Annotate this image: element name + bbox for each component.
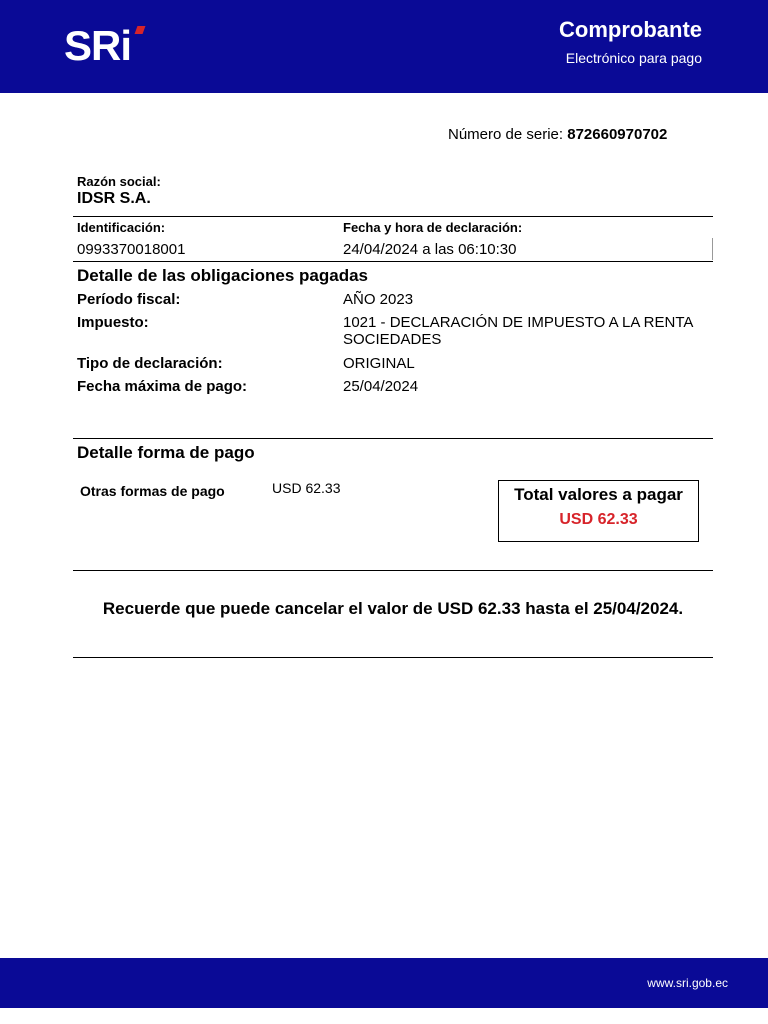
logo-accent-icon: [135, 26, 146, 34]
divider: [73, 216, 713, 217]
razon-social-label: Razón social:: [77, 174, 161, 189]
serial-number: [448, 126, 667, 143]
fecha-declaracion-value: 24/04/2024 a las 06:10:30: [343, 241, 517, 258]
otras-formas-label: Otras formas de pago: [80, 483, 225, 499]
fecha-declaracion-label: Fecha y hora de declaración:: [343, 220, 523, 235]
periodo-fiscal-label: Período fiscal:: [77, 291, 181, 308]
forma-pago-title: Detalle forma de pago: [77, 443, 255, 462]
document-title: Comprobante: [559, 17, 702, 42]
total-label: Total valores a pagar: [514, 485, 683, 504]
identificacion-value: 0993370018001: [77, 241, 186, 258]
razon-social-value: IDSR S.A.: [77, 190, 151, 207]
tipo-declaracion-value: ORIGINAL: [343, 355, 415, 372]
website-link[interactable]: www.sri.gob.ec: [647, 976, 728, 990]
impuesto-value: 1021 - DECLARACIÓN DE IMPUESTO A LA RENTA SOCIEDADES: [343, 314, 693, 348]
tipo-declaracion-label: Tipo de declaración:: [77, 355, 223, 372]
divider: [73, 570, 713, 571]
divider: [712, 238, 713, 260]
payment-reminder: Recuerde que puede cancelar el valor de USD 62.33 hasta el 25/04/2024.: [102, 599, 684, 618]
divider: [73, 438, 713, 439]
fecha-maxima-label: Fecha máxima de pago:: [77, 378, 248, 395]
divider: [73, 261, 713, 262]
identificacion-label: Identificación:: [77, 220, 166, 235]
serial-value: 872660970702: [567, 126, 668, 143]
serial-label: Número de serie:: [448, 126, 564, 143]
footer-bar: [0, 958, 768, 1008]
otras-formas-value: USD 62.33: [272, 480, 341, 496]
periodo-fiscal-value: AÑO 2023: [343, 291, 414, 308]
obligaciones-title: Detalle de las obligaciones pagadas: [77, 266, 368, 285]
total-amount: USD 62.33: [559, 511, 638, 528]
fecha-maxima-value: 25/04/2024: [343, 378, 419, 395]
sri-logo: SRi: [64, 22, 132, 69]
header-bar: [0, 0, 768, 93]
document-subtitle: Electrónico para pago: [565, 50, 702, 66]
total-box: [498, 480, 699, 542]
divider: [73, 657, 713, 658]
impuesto-label: Impuesto:: [77, 314, 149, 331]
